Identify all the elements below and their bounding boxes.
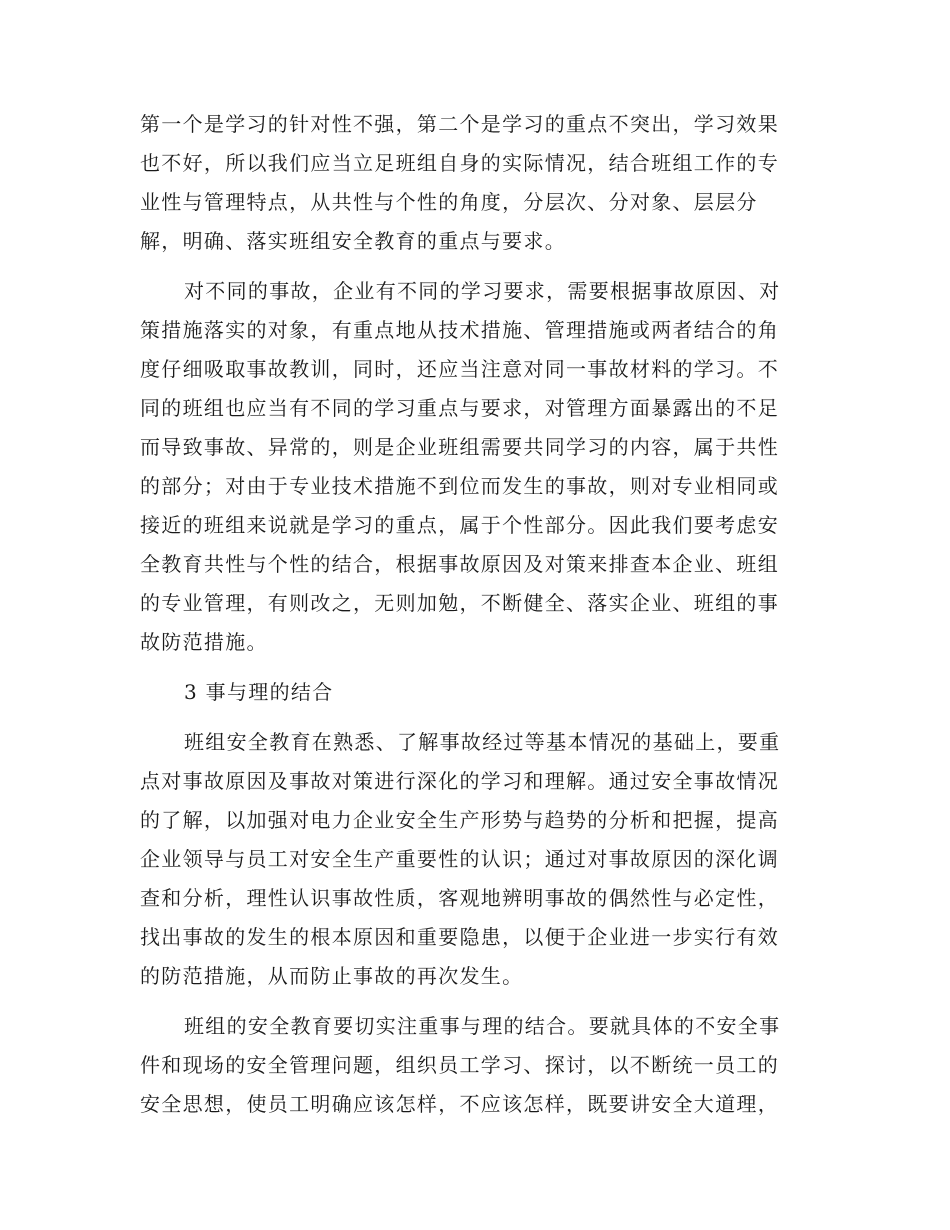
text-line: 查和分析，理性认识事故性质，客观地辨明事故的偶然性与必定性， bbox=[140, 886, 779, 910]
paragraph-4 bbox=[140, 1007, 800, 1124]
text-line: 策措施落实的对象，有重点地从技术措施、管理措施或两者结合的角 bbox=[140, 318, 779, 342]
text-line: 的部分；对由于专业技术措施不到位而发生的事故，则对专业相同或 bbox=[140, 474, 779, 498]
paragraph-3 bbox=[140, 723, 800, 996]
paragraph-2 bbox=[140, 272, 800, 662]
text-line: 的了解，以加强对电力企业安全生产形势与趋势的分析和把握，提高 bbox=[140, 808, 779, 832]
text-line: 全教育共性与个性的结合，根据事故原因及对策来排查本企业、班组 bbox=[140, 552, 779, 576]
text-line: 的专业管理，有则改之，无则加勉，不断健全、落实企业、班组的事 bbox=[140, 591, 779, 615]
text-line: 而导致事故、异常的，则是企业班组需要共同学习的内容，属于共性 bbox=[140, 435, 779, 459]
text-line: 也不好，所以我们应当立足班组自身的实际情况，结合班组工作的专 bbox=[140, 151, 779, 175]
text-line: 故防范措施。 bbox=[140, 630, 268, 654]
text-line: 对不同的事故，企业有不同的学习要求，需要根据事故原因、对 bbox=[184, 279, 781, 303]
text-line: 度仔细吸取事故教训，同时，还应当注意对同一事故材料的学习。不 bbox=[140, 357, 779, 381]
text-line: 接近的班组来说就是学习的重点，属于个性部分。因此我们要考虑安 bbox=[140, 513, 779, 537]
text-line: 业性与管理特点，从共性与个性的角度，分层次、分对象、层层分 bbox=[140, 190, 758, 214]
text-line: 的防范措施，从而防止事故的再次发生。 bbox=[140, 964, 524, 988]
text-line: 第一个是学习的针对性不强，第二个是学习的重点不突出，学习效果 bbox=[140, 112, 779, 136]
text-line: 点对事故原因及事故对策进行深化的学习和理解。通过安全事故情况 bbox=[140, 769, 779, 793]
text-line: 安全思想，使员工明确应该怎样，不应该怎样，既要讲安全大道理， bbox=[140, 1092, 779, 1116]
text-line: 企业领导与员工对安全生产重要性的认识；通过对事故原因的深化调 bbox=[140, 847, 779, 871]
text-line: 班组的安全教育要切实注重事与理的结合。要就具体的不安全事 bbox=[184, 1014, 781, 1038]
text-line: 找出事故的发生的根本原因和重要隐患，以便于企业进一步实行有效 bbox=[140, 925, 779, 949]
paragraph-1 bbox=[140, 105, 800, 261]
section-heading: 3 事与理的结合 bbox=[184, 680, 334, 704]
text-line: 同的班组也应当有不同的学习重点与要求，对管理方面暴露出的不足 bbox=[140, 396, 779, 420]
text-line: 解，明确、落实班组安全教育的重点与要求。 bbox=[140, 229, 566, 253]
document-body bbox=[140, 105, 800, 1135]
text-line: 班组安全教育在熟悉、了解事故经过等基本情况的基础上，要重 bbox=[184, 730, 781, 754]
text-line: 件和现场的安全管理问题，组织员工学习、探讨，以不断统一员工的 bbox=[140, 1053, 779, 1077]
